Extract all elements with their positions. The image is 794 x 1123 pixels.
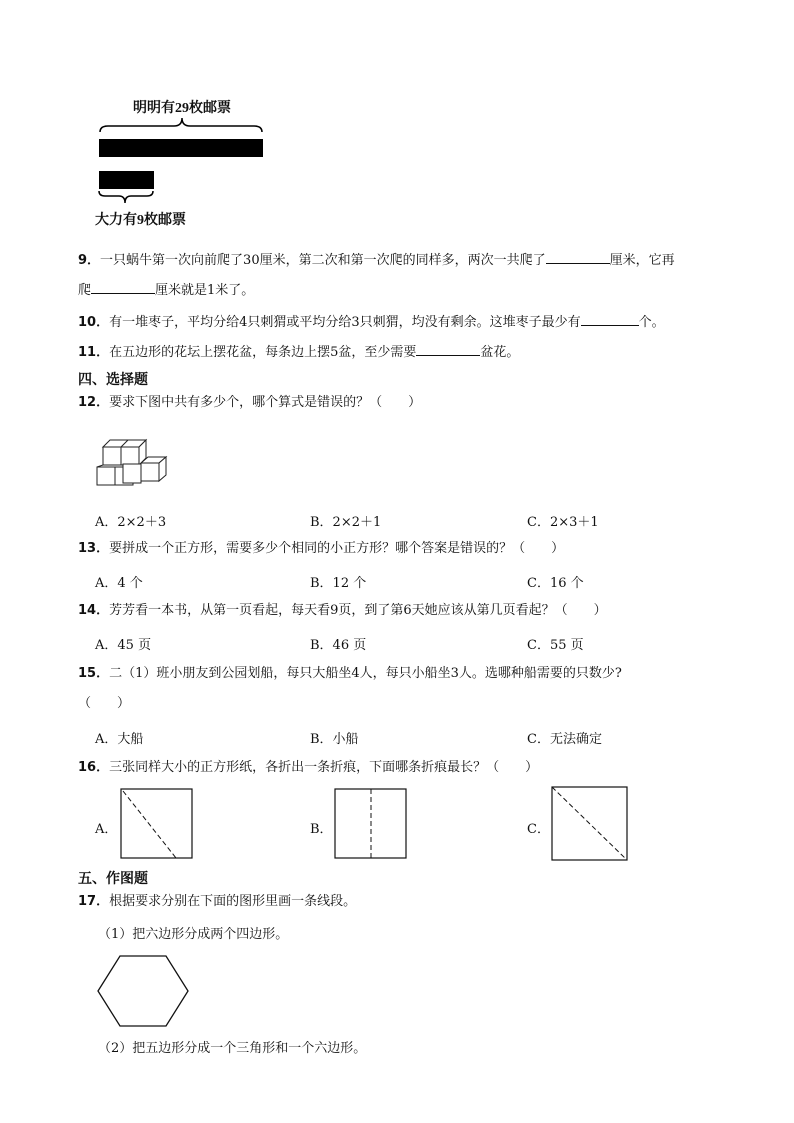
question-9-line2 [78,280,254,299]
sub-question-2: （2）把五边形分成一个三角形和一个六边形。 [98,1041,367,1056]
question-number: 10． [78,315,110,330]
square-fold-c [551,786,629,862]
question-number: 15． [78,666,110,681]
question-text: 厘米就是1米了。 [155,283,255,298]
option-a[interactable]: A．2×2＋3 [95,515,167,530]
option-c[interactable]: C．55 页 [527,638,584,653]
answer-blank[interactable] [546,250,610,264]
top-brace [98,112,268,134]
bottom-bar-label: 大力有9枚邮票 [95,213,186,228]
question-number: 9． [78,253,101,268]
cube-stack-figure [94,434,176,490]
option-a[interactable]: A．大船 [95,732,144,747]
option-b[interactable]: B．小船 [310,732,359,747]
question-10 [78,312,665,331]
option-a[interactable]: A．45 页 [95,638,152,653]
option-b[interactable]: B．46 页 [310,638,367,653]
answer-blank[interactable] [416,342,480,356]
question-text: 厘米，它再 [609,253,675,268]
question-text: 芳芳看一本书，从第一页看起，每天看9页，到了第6天她应该从第几页看起？（ ） [109,603,607,618]
question-text: 有一堆枣子，平均分给4只刺猬或平均分给3只刺猬，均没有剩余。这堆枣子最少有 [109,315,581,330]
question-17 [78,894,356,910]
question-number: 12． [78,395,110,410]
answer-blank[interactable] [91,280,155,294]
question-text: 要拼成一个正方形，需要多少个相同的小正方形？哪个答案是错误的？（ ） [109,541,565,556]
section-heading: 四、选择题 [78,372,148,388]
question-text: 要求下图中共有多少个，哪个算式是错误的？（ ） [109,395,422,410]
question-number: 13． [78,541,110,556]
square-fold-b [334,788,408,860]
question-text: 在五边形的花坛上摆花盆，每条边上摆5盆，至少需要 [109,345,417,360]
bottom-bar-9 [99,171,154,189]
question-text: 爬 [78,283,92,298]
answer-paren: （ ） [78,696,131,711]
question-16 [78,760,538,776]
question-11 [78,342,519,361]
top-bar-label: 明明有29枚邮票 [133,101,231,116]
option-a[interactable]: A． [95,822,118,837]
option-b[interactable]: B． [310,822,333,837]
question-text: 根据要求分别在下面的图形里画一条线段。 [109,894,357,909]
question-text: 三张同样大小的正方形纸，各折出一条折痕，下面哪条折痕最长？（ ） [109,760,539,775]
question-15 [78,666,622,682]
question-text: 个。 [638,315,665,330]
option-c[interactable]: C．16 个 [527,576,584,591]
top-bar-29 [99,139,263,157]
sub-question-1: （1）把六边形分成两个四边形。 [98,927,289,942]
question-text: 一只蜗牛第一次向前爬了30厘米，第二次和第一次爬的同样多，两次一共爬了 [100,253,546,268]
question-9-line1 [78,250,675,269]
option-b[interactable]: B．2×2＋1 [310,515,382,530]
question-number: 11． [78,345,110,360]
question-text: 二（1）班小朋友到公园划船，每只大船坐4人，每只小船坐3人。选哪种船需要的只数少? [109,666,622,681]
hexagon-figure[interactable] [96,954,190,1030]
question-12 [78,395,421,411]
option-a[interactable]: A．4 个 [95,576,143,591]
question-number: 17． [78,894,110,909]
option-c[interactable]: C． [527,822,550,837]
answer-blank[interactable] [581,312,639,326]
question-13 [78,541,564,557]
question-text: 盆花。 [480,345,520,360]
option-c[interactable]: C．无法确定 [527,732,602,747]
question-number: 16． [78,760,110,775]
section-heading: 五、作图题 [78,871,148,887]
question-number: 14． [78,603,110,618]
option-b[interactable]: B．12 个 [310,576,367,591]
square-fold-a [120,788,194,860]
bottom-brace [97,189,157,207]
option-c[interactable]: C．2×3＋1 [527,515,599,530]
question-14 [78,603,607,619]
